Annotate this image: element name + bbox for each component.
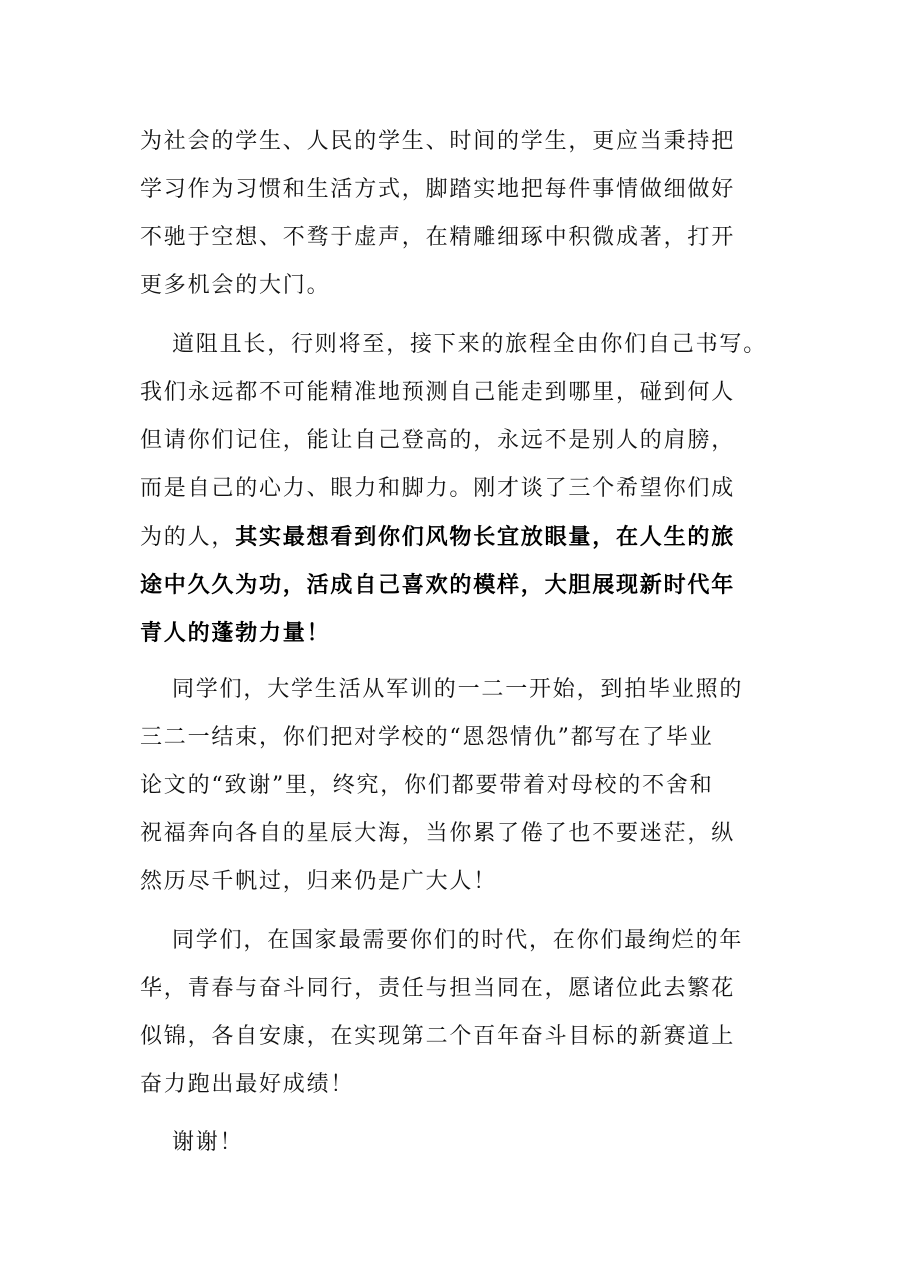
paragraph-2-bold-line-2: 青人的蓬勃力量！ xyxy=(140,620,331,646)
paragraph-4-line-1: 同学们，在国家最需要你们的时代，在你们最绚烂的年 xyxy=(172,928,744,953)
paragraph-2-line-5-bold: 其实最想看到你们风物长宜放眼量，在人生的旅 xyxy=(235,524,736,550)
paragraph-2-line-2: 我们永远都不可能精准地预测自己能走到哪里，碰到何人 xyxy=(140,380,736,405)
paragraph-3-line-5: 然历尽千帆过，归来仍是广大人！ xyxy=(140,869,498,894)
paragraph-4-line-2: 华，青春与奋斗同行，责任与担当同在，愿诸位此去繁花 xyxy=(140,976,736,1001)
paragraph-3-line-1: 同学们，大学生活从军训的一二一开始，到拍毕业照的 xyxy=(172,677,744,702)
paragraph-1-line-4: 更多机会的大门。 xyxy=(140,273,331,298)
paragraph-1-line-3: 不驰于空想、不骛于虚声，在精雕细琢中积微成著，打开 xyxy=(140,225,736,250)
paragraph-1-line-2: 学习作为习惯和生活方式，脚踏实地把每件事情做细做好 xyxy=(140,177,736,202)
paragraph-4-line-4: 奋力跑出最好成绩！ xyxy=(140,1072,355,1097)
paragraph-3-line-4: 祝福奔向各自的星辰大海，当你累了倦了也不要迷茫，纵 xyxy=(140,821,736,846)
paragraph-2-bold-line-1: 途中久久为功，活成自己喜欢的模样，大胆展现新时代年 xyxy=(140,572,736,598)
paragraph-2-line-4: 而是自己的心力、眼力和脚力。刚才谈了三个希望你们成 xyxy=(140,476,736,501)
closing-thanks: 谢谢！ xyxy=(172,1130,244,1155)
paragraph-4-line-3: 似锦，各自安康，在实现第二个百年奋斗目标的新赛道上 xyxy=(140,1024,736,1049)
paragraph-2-line-5 xyxy=(140,522,735,553)
paragraph-2-line-3: 但请你们记住，能让自己登高的，永远不是别人的肩膀， xyxy=(140,428,736,453)
paragraph-3-line-3: 论文的“致谢”里，终究，你们都要带着对母校的不舍和 xyxy=(140,773,714,798)
paragraph-2-line-1: 道阻且长，行则将至，接下来的旅程全由你们自己书写。 xyxy=(172,332,768,357)
paragraph-2-line-5-plain: 为的人， xyxy=(140,525,236,550)
paragraph-1-line-1: 为社会的学生、人民的学生、时间的学生，更应当秉持把 xyxy=(140,129,736,154)
paragraph-3-line-2: 三二一结束，你们把对学校的“恩怨情仇”都写在了毕业 xyxy=(140,725,714,750)
